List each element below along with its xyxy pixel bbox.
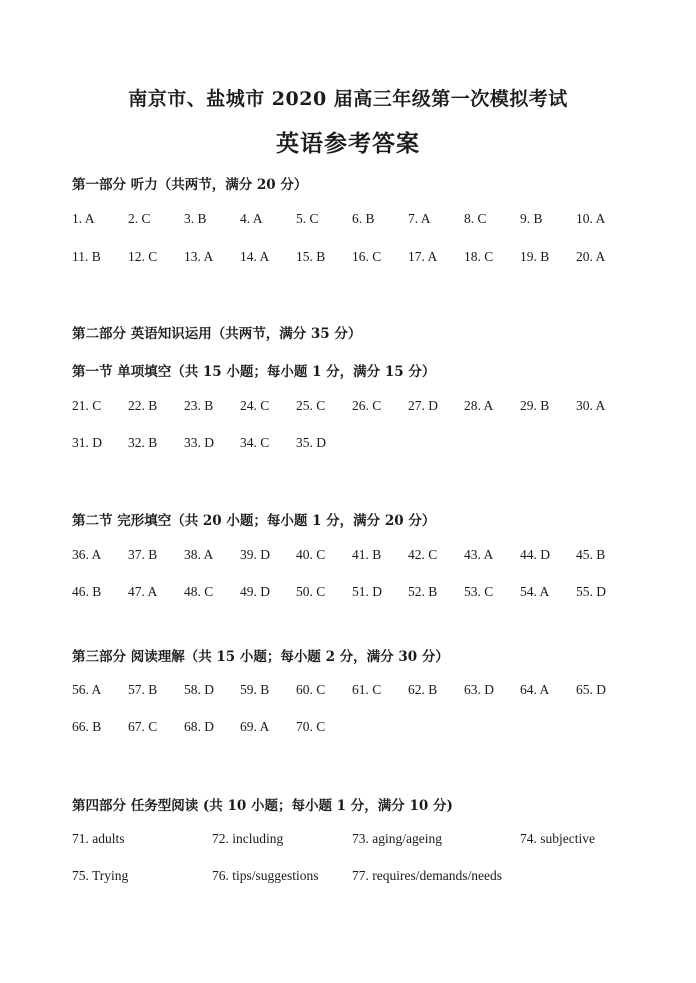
answer-item: 6. B (352, 211, 375, 226)
answer-item: 64. A (520, 682, 550, 697)
answer-item: 1. A (72, 211, 95, 226)
answer-row (0, 435, 696, 453)
answer-item: 27. D (408, 398, 438, 413)
answer-item: 14. A (240, 249, 270, 264)
answer-item: 42. C (408, 547, 438, 562)
answer-item: 49. D (240, 584, 270, 599)
answer-item: 7. A (408, 211, 431, 226)
answer-row (0, 584, 696, 602)
answer-item: 59. B (240, 682, 270, 697)
section-heading: 第二部分 英语知识运用（共两节，满分 35 分） (72, 326, 362, 342)
answer-item: 57. B (128, 682, 158, 697)
answer-item: 50. C (296, 584, 326, 599)
answer-row (0, 547, 696, 565)
answer-item: 39. D (240, 547, 270, 562)
answer-item: 32. B (128, 435, 158, 450)
section-heading: 第四部分 任务型阅读 (共 10 小题；每小题 1 分，满分 10 分) (72, 798, 453, 814)
section-heading: 第二节 完形填空（共 20 小题；每小题 1 分，满分 20 分） (72, 513, 436, 529)
answer-item: 18. C (464, 249, 494, 264)
answer-item: 40. C (296, 547, 326, 562)
answer-row (0, 719, 696, 737)
exam-title: 南京市、盐城市 2020 届高三年级第一次模拟考试 (128, 88, 568, 110)
answer-item: 58. D (184, 682, 214, 697)
answer-item: 17. A (408, 249, 438, 264)
answer-item: 44. D (520, 547, 550, 562)
answer-item: 48. C (184, 584, 214, 599)
answer-item: 51. D (352, 584, 382, 599)
answer-item: 74. subjective (520, 831, 595, 846)
answer-item: 63. D (464, 682, 494, 697)
section-heading: 第一部分 听力（共两节，满分 20 分） (72, 177, 308, 193)
answer-item: 71. adults (72, 831, 125, 846)
answer-item: 75. Trying (72, 868, 129, 883)
answer-item: 13. A (184, 249, 214, 264)
answer-item: 41. B (352, 547, 382, 562)
answer-item: 10. A (576, 211, 606, 226)
answer-item: 24. C (240, 398, 270, 413)
answer-item: 37. B (128, 547, 158, 562)
answer-item: 11. B (72, 249, 101, 264)
answer-item: 62. B (408, 682, 438, 697)
answer-item: 16. C (352, 249, 382, 264)
answer-item: 8. C (464, 211, 487, 226)
section-heading: 第一节 单项填空（共 15 小题；每小题 1 分，满分 15 分） (72, 364, 436, 380)
answer-item: 23. B (184, 398, 214, 413)
answer-item: 65. D (576, 682, 606, 697)
answer-row (0, 868, 696, 886)
answer-item: 29. B (520, 398, 550, 413)
answer-item: 69. A (240, 719, 270, 734)
answer-item: 2. C (128, 211, 151, 226)
answer-row (0, 398, 696, 416)
answer-item: 20. A (576, 249, 606, 264)
answer-item: 68. D (184, 719, 214, 734)
answer-item: 36. A (72, 547, 102, 562)
answer-item: 19. B (520, 249, 550, 264)
section-heading: 第三部分 阅读理解（共 15 小题；每小题 2 分，满分 30 分） (72, 649, 449, 665)
answer-item: 55. D (576, 584, 606, 599)
answer-item: 22. B (128, 398, 158, 413)
answer-item: 15. B (296, 249, 326, 264)
answer-row (0, 682, 696, 700)
answer-item: 70. C (296, 719, 326, 734)
answer-row (0, 249, 696, 267)
answer-item: 35. D (296, 435, 326, 450)
answer-item: 12. C (128, 249, 158, 264)
answer-item: 73. aging/ageing (352, 831, 442, 846)
answer-item: 21. C (72, 398, 102, 413)
answer-row (0, 211, 696, 229)
answer-item: 5. C (296, 211, 319, 226)
answer-item: 38. A (184, 547, 214, 562)
answer-item: 53. C (464, 584, 494, 599)
answer-item: 54. A (520, 584, 550, 599)
answer-item: 9. B (520, 211, 543, 226)
answer-item: 33. D (184, 435, 214, 450)
answer-item: 67. C (128, 719, 158, 734)
answer-item: 45. B (576, 547, 606, 562)
answer-item: 56. A (72, 682, 102, 697)
answer-item: 76. tips/suggestions (212, 868, 319, 883)
answer-item: 30. A (576, 398, 606, 413)
answer-item: 25. C (296, 398, 326, 413)
answer-item: 61. C (352, 682, 382, 697)
answer-item: 26. C (352, 398, 382, 413)
answer-item: 72. including (212, 831, 284, 846)
answer-row (0, 831, 696, 849)
answer-item: 66. B (72, 719, 102, 734)
answer-item: 52. B (408, 584, 438, 599)
answer-item: 60. C (296, 682, 326, 697)
answer-item: 43. A (464, 547, 494, 562)
answer-item: 47. A (128, 584, 158, 599)
answer-item: 3. B (184, 211, 207, 226)
answer-item: 34. C (240, 435, 270, 450)
answer-item: 28. A (464, 398, 494, 413)
answer-item: 31. D (72, 435, 102, 450)
answer-item: 77. requires/demands/needs (352, 868, 502, 883)
answer-item: 4. A (240, 211, 263, 226)
answer-key-title: 英语参考答案 (276, 130, 420, 157)
answer-item: 46. B (72, 584, 102, 599)
